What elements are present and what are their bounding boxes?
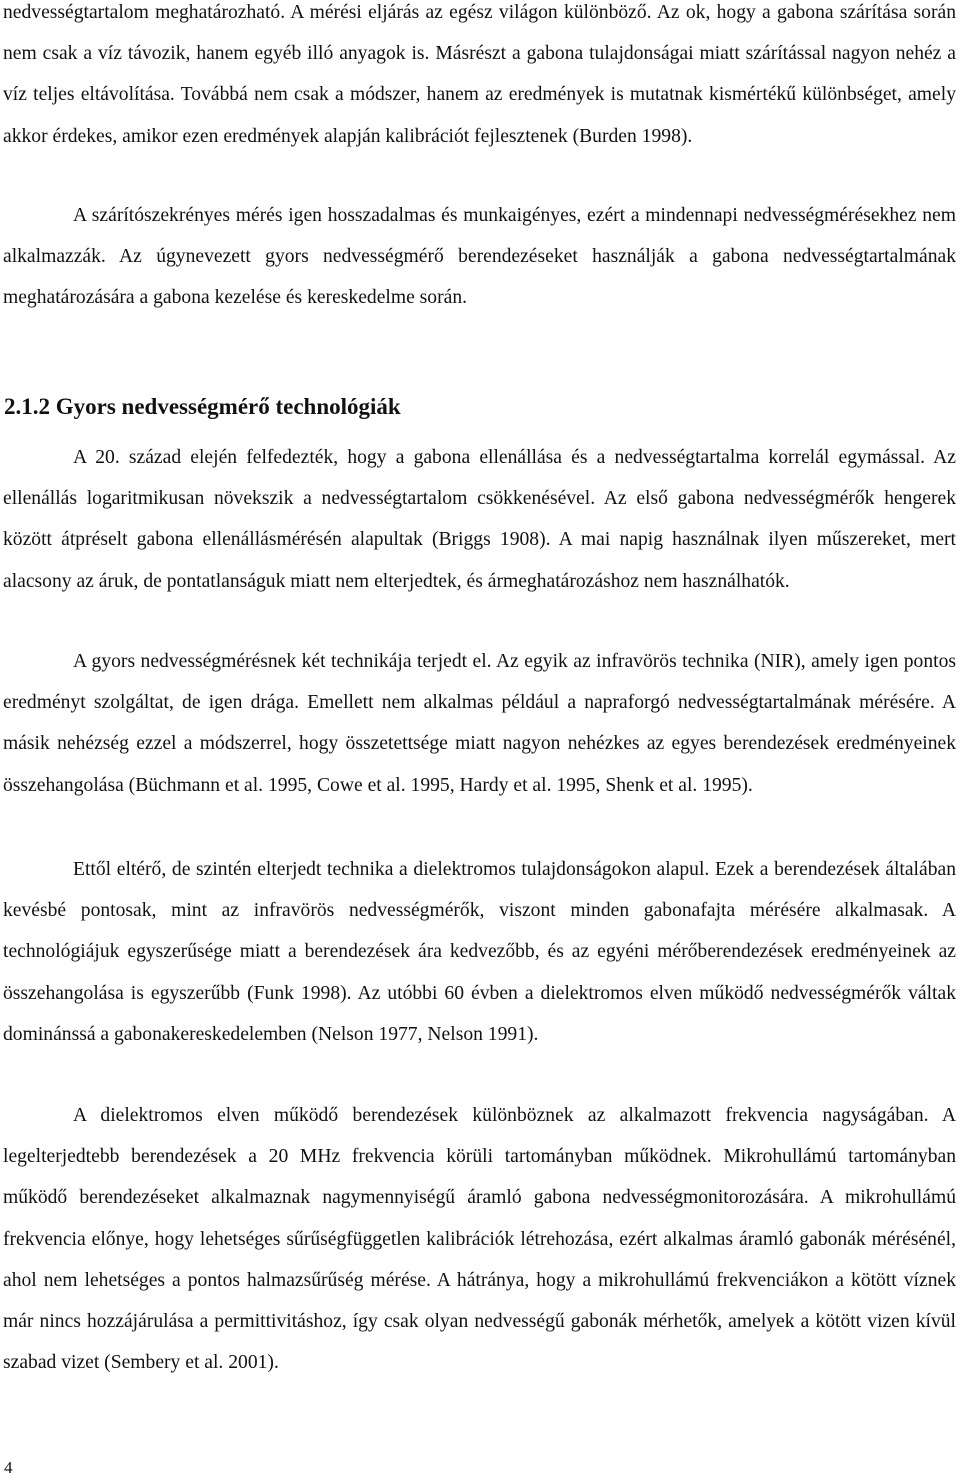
- page-number: 4: [4, 1458, 13, 1477]
- paragraph-drying-cabinet: A szárítószekrényes mérés igen hosszadalmas és munkaigényes, ezért a mindennapi nedvességmérésekhez nem alkalmazzák. Az úgynevezett gyors nedvességmérő berendezéseket használják a gabona nedvességtartalmának meghatározására a gabona kezelése és kereskedelme során.: [3, 205, 956, 309]
- paragraph-dielectric: Ettől eltérő, de szintén elterjedt technika a dielektromos tulajdonságokon alapul. Ezek a berendezések általában kevésbé pontosak, mint az infravörös nedvességmérők, viszont minden gabonafajta mérésére alkalmasak. A technológiájuk egyszerűsége miatt a berendezések ára kedvezőbb, és az egyéni mérőberendezések eredményeinek az összehangolása is egyszerűbb (Funk 1998). Az utóbbi 60 évben a dielektromos elven működő nedvességmérők váltak dominánssá a gabonakereskedelemben (Nelson 1977, Nelson 1991).: [3, 859, 956, 1045]
- section-heading: 2.1.2 Gyors nedvességmérő technológiák: [4, 394, 401, 419]
- paragraph-continued: nedvességtartalom meghatározható. A mérési eljárás az egész világon különböző. Az ok, hogy a gabona szárítása során nem csak a víz távozik, hanem egyéb illó anyagok is. Másrészt a gabona tulajdonságai miatt szárítással nagyon nehéz a víz teljes eltávolítása. Továbbá nem csak a módszer, hanem az eredmények is mutatnak kismértékű különbséget, amely akkor érdekes, amikor ezen eredmények alapján kalibrációt fejlesztenek (Burden 1998).: [3, 2, 956, 147]
- paragraph-nir: A gyors nedvességmérésnek két technikája terjedt el. Az egyik az infravörös technika (NIR), amely igen pontos eredményt szolgáltat, de igen drága. Emellett nem alkalmas például a napraforgó nedvességtartalmának mérésére. A másik nehézség ezzel a módszerrel, hogy összetettsége miatt nagyon nehézkes az egyes berendezések eredményeinek összehangolása (Büchmann et al. 1995, Cowe et al. 1995, Hardy et al. 1995, Shenk et al. 1995).: [3, 651, 956, 796]
- paragraph-frequency: A dielektromos elven működő berendezések különböznek az alkalmazott frekvencia nagyságában. A legelterjedtebb berendezések a 20 MHz frekvencia körüli tartományban működnek. Mikrohullámú tartományban működő berendezéseket alkalmaznak nagymennyiségű áramló gabona nedvességmonitorozására. A mikrohullámú frekvencia előnye, hogy lehetséges sűrűségfüggetlen kalibrációk létrehozása, ezért alkalmas áramló gabonák mérésénél, ahol nem lehetséges a pontos halmazsűrűség mérése. A hátránya, hogy a mikrohullámú frekvenciákon a kötött víznek már nincs hozzájárulása a permittivitáshoz, így csak olyan nedvességű gabonák mérhetők, amelyek a kötött vizen kívül szabad vizet (Sembery et al. 2001).: [3, 1105, 956, 1374]
- paragraph-resistance: A 20. század elején felfedezték, hogy a gabona ellenállása és a nedvességtartalma korrelál egymással. Az ellenállás logaritmikusan növekszik a nedvességtartalom csökkenésével. Az első gabona nedvességmérők hengerek között átpréselt gabona ellenállásmérésén alapultak (Briggs 1908). A mai napig használnak ilyen műszereket, mert alacsony az áruk, de pontatlanságuk miatt nem elterjedtek, és ármeghatározáshoz nem használhatók.: [3, 447, 956, 592]
